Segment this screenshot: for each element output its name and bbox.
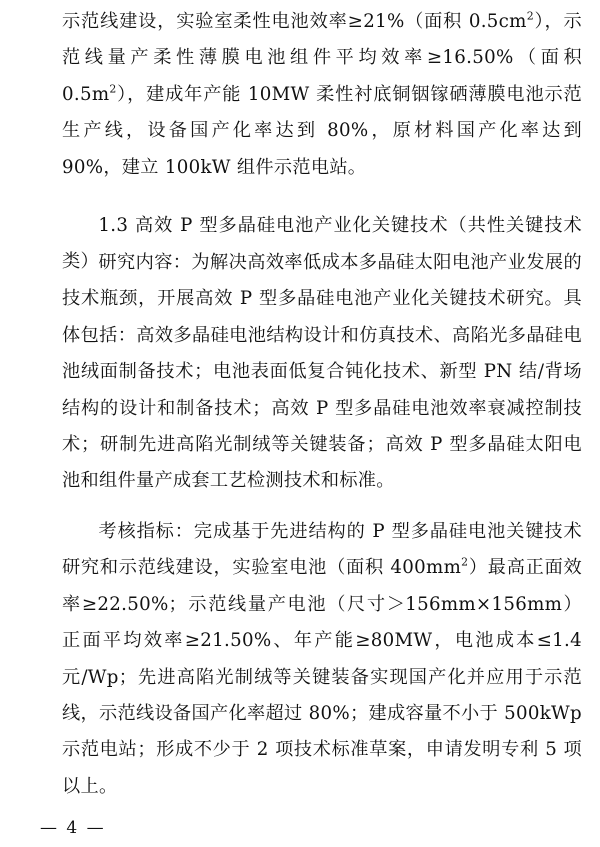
- top-paragraph-part3: ），建成年产能 10MW 柔性衬底铜铟镓硒薄膜电池示范生产线，设备国产化率达到 80%，原材料国产化率达到 90%，建立 100kW 组件示范电站。: [62, 83, 582, 178]
- superscript-squared: 2: [526, 9, 534, 23]
- page-number: — 4 —: [40, 818, 106, 838]
- research-content-paragraph: 研究内容：为解决高效率低成本多晶硅太阳电池产业发展的技术瓶颈，开展高效 P 型多晶硅电池产业化关键技术研究。具体包括：高效多晶硅电池结构设计和仿真技术、高陷光多晶硅电池绒面制备技术；电池表面低复合钝化技术、新型 PN 结/背场结构的设计和制备技术；高效 P 型多晶硅电池效率衰减控制技术；研制先进高陷光制绒等关键装备；高效 P 型多晶硅太阳电池和组件量产成套工艺检测技术和标准。: [62, 252, 582, 492]
- top-paragraph-part2: ），示范线量产柔性薄膜电池组件平均效率≥16.50%（面积 0.5m: [62, 11, 583, 105]
- assessment-metrics-paragraph: [62, 514, 582, 805]
- metrics-part2: ）最高正面效率≥22.50%；示范线量产电池（尺寸＞156mm×156mm）正面平均效率≥21.50%、年产能≥80MW，电池成本≤1.4 元/Wp；先进高陷光制绒等关键装备实现国产化并应用于示范线，示范线设备国产化率超过 80%；建成容量不小于 500kWp 示范电站；形成不少于 2 项技术标准草案，申请发明专利 5 项以上。: [62, 557, 582, 797]
- metrics-part1: 考核指标：完成基于先进结构的 P 型多晶硅电池关键技术研究和示范线建设，实验室电池（面积 400mm: [62, 521, 582, 579]
- section-heading: 1.3 高效 P 型多晶硅电池产业化关键技术（共性关键技术类）: [62, 215, 582, 273]
- superscript-squared: 2: [461, 555, 469, 569]
- superscript-squared: 2: [109, 82, 117, 96]
- top-paragraph-part1: 示范线建设，实验室柔性电池效率≥21%（面积 0.5cm: [62, 11, 527, 32]
- top-paragraph: [62, 4, 582, 186]
